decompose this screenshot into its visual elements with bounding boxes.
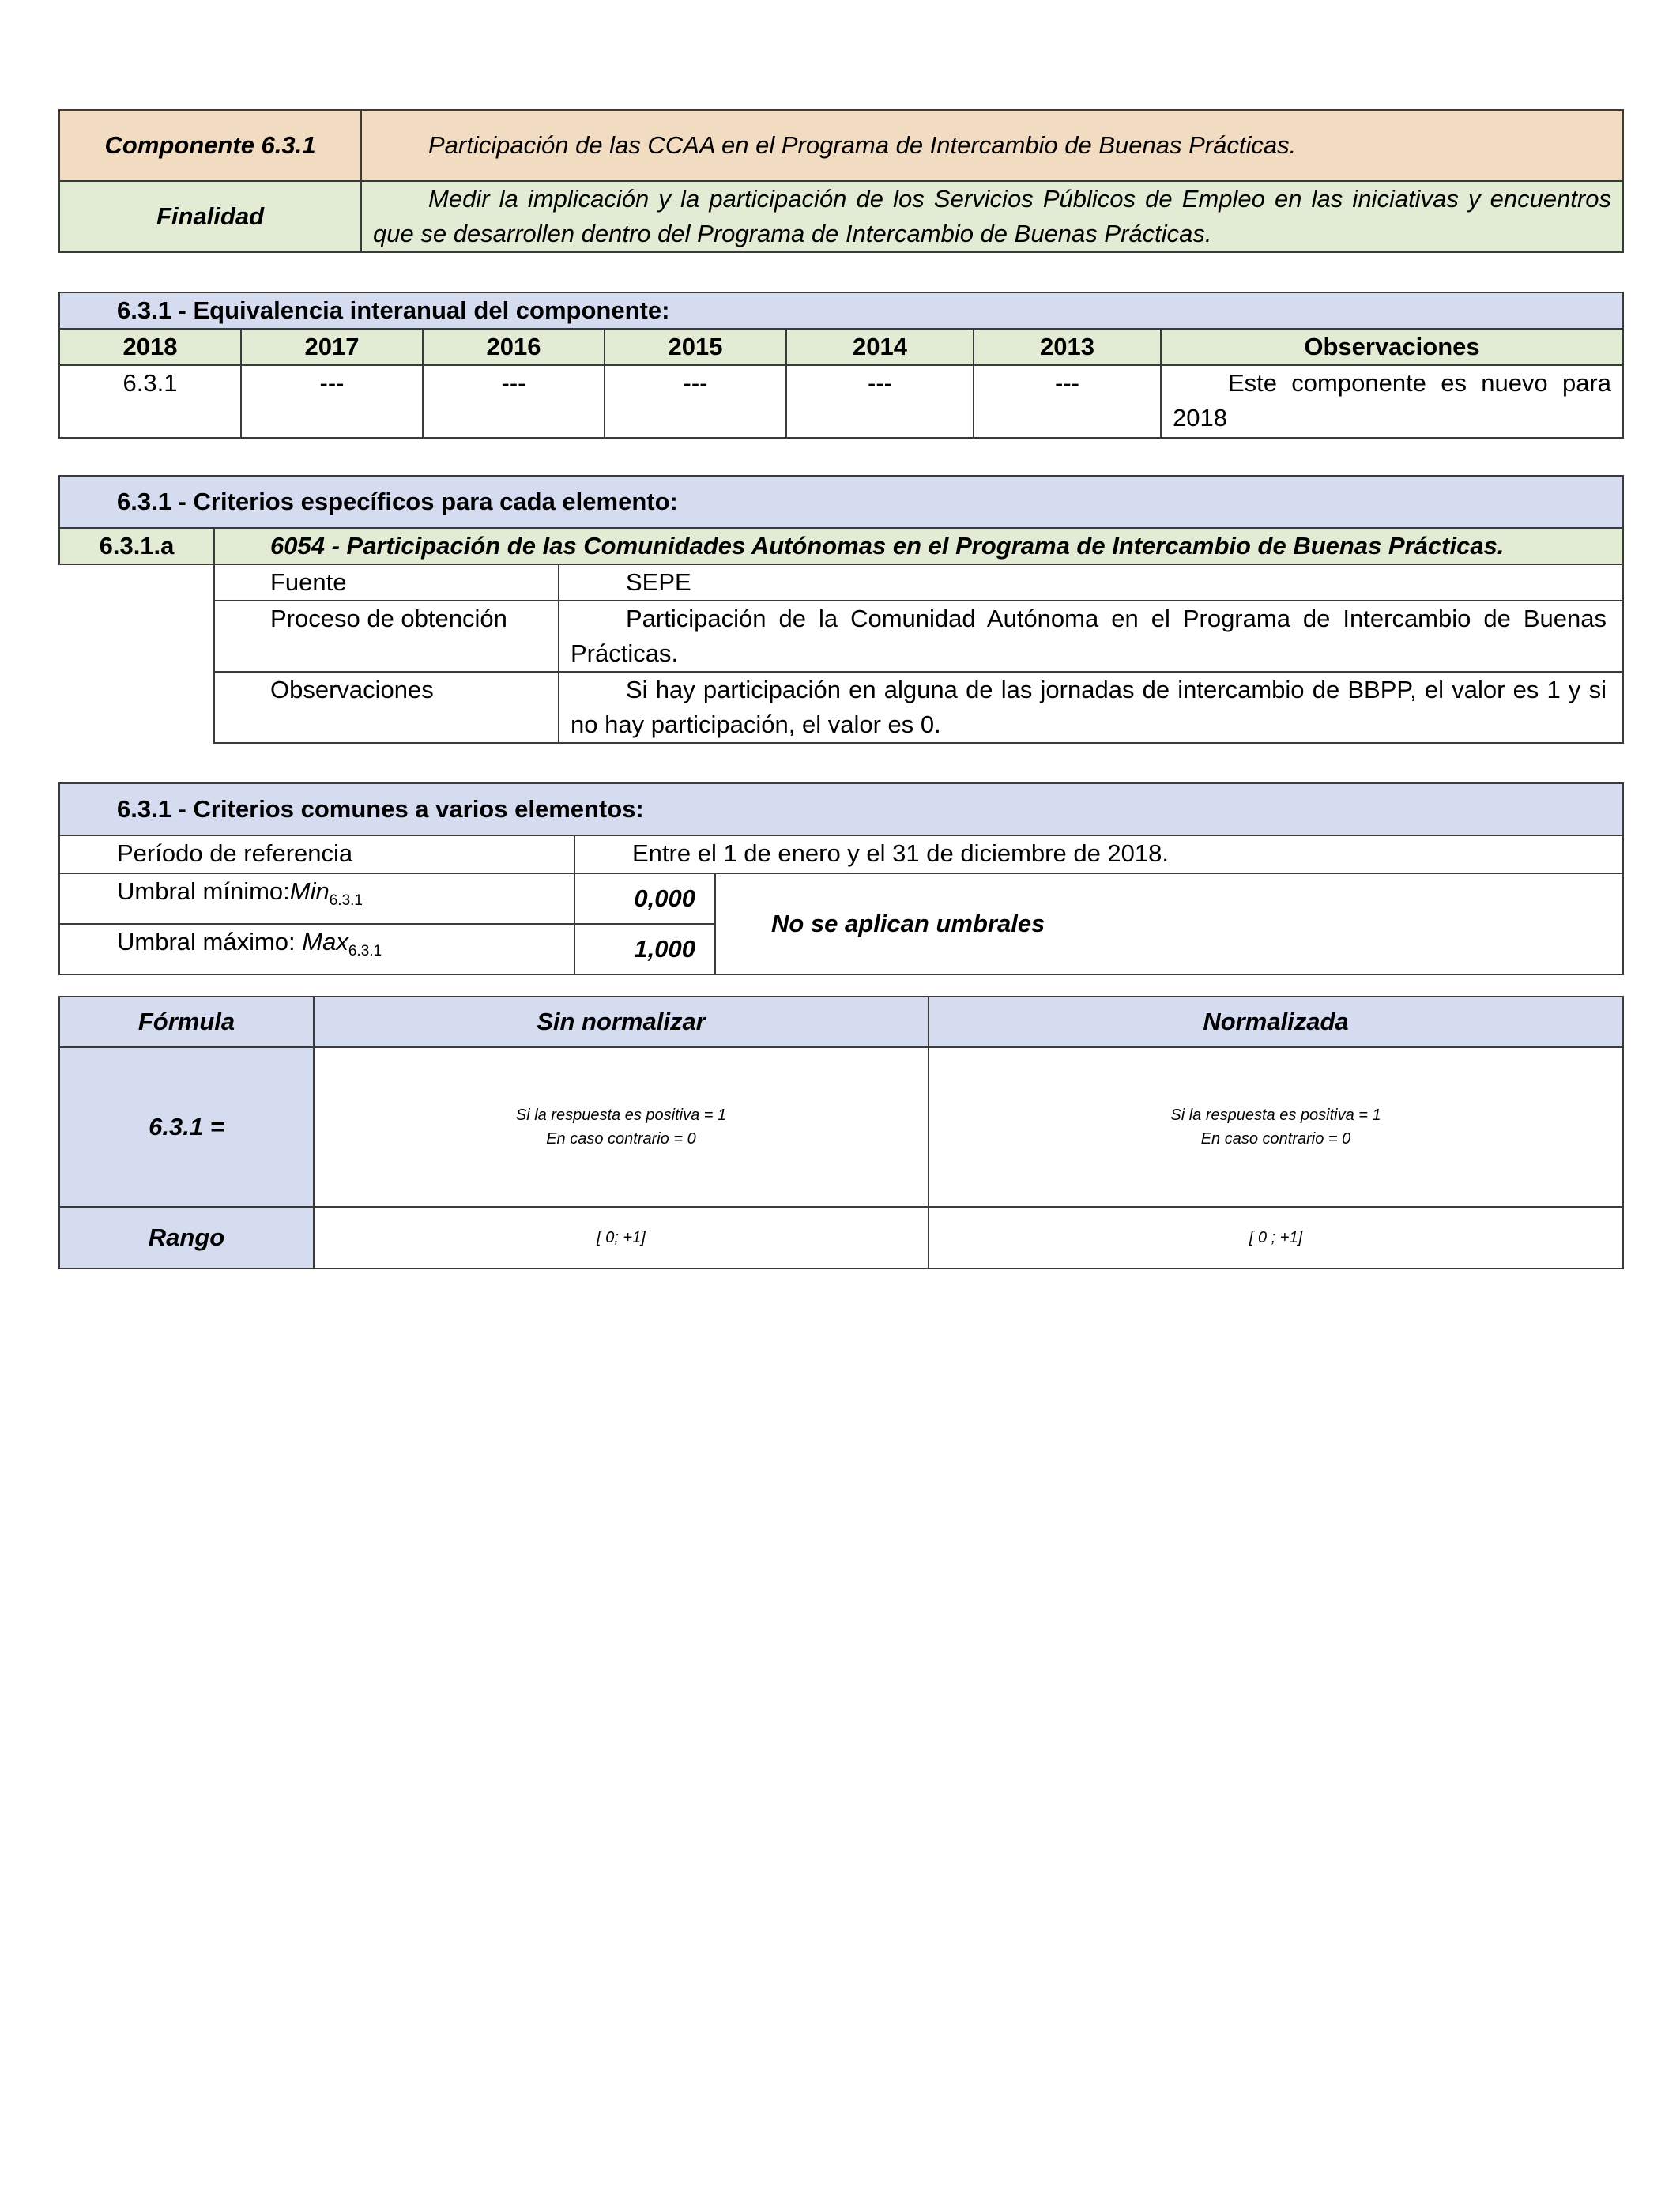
table-cell: --- (241, 365, 423, 438)
criteria-value: SEPE (559, 564, 1623, 601)
specific-criteria-table (58, 475, 1624, 744)
table-cell: --- (786, 365, 974, 438)
range-label: Rango (59, 1207, 314, 1269)
normalized-formula-line: En caso contrario = 0 (1200, 1130, 1351, 1148)
max-threshold-label (59, 924, 574, 974)
min-threshold-label (59, 873, 574, 924)
element-code: 6.3.1.a (59, 528, 214, 564)
col-header: Observaciones (1161, 329, 1623, 365)
component-label: Componente 6.3.1 (59, 110, 361, 181)
col-header: 2014 (786, 329, 974, 365)
col-header: 2013 (974, 329, 1161, 365)
normalized-header: Normalizada (929, 997, 1623, 1047)
normalized-formula (929, 1047, 1623, 1207)
raw-header: Sin normalizar (314, 997, 929, 1047)
component-title: Participación de las CCAA en el Programa de Intercambio de Buenas Prácticas. (361, 110, 1623, 181)
max-threshold-value: 1,000 (574, 924, 715, 974)
min-label-text: Umbral mínimo: (117, 877, 290, 905)
criteria-key: Observaciones (214, 672, 559, 743)
range-raw: [ 0; +1] (314, 1207, 929, 1269)
col-header: 2018 (59, 329, 241, 365)
normalized-formula-line: Si la respuesta es positiva = 1 (1170, 1106, 1381, 1124)
col-header: 2015 (605, 329, 786, 365)
criteria-key: Fuente (214, 564, 559, 601)
table-cell: --- (423, 365, 605, 438)
no-threshold-note: No se aplican umbrales (715, 873, 1623, 974)
table-cell: --- (605, 365, 786, 438)
equivalence-heading: 6.3.1 - Equivalencia interanual del componente: (59, 292, 1623, 329)
max-sub: 6.3.1 (348, 943, 382, 960)
criteria-key: Proceso de obtención (214, 601, 559, 672)
raw-formula-line: Si la respuesta es positiva = 1 (515, 1106, 727, 1124)
observations-cell: Este componente es nuevo para 2018 (1161, 365, 1623, 438)
purpose-text: Medir la implicación y la participación de los Servicios Públicos de Empleo en las iniciativas y encuentros que se desarrollen dentro del Programa de Intercambio de Buenas Prácticas. (361, 181, 1623, 252)
component-table (58, 109, 1624, 253)
formula-header: Fórmula (59, 997, 314, 1047)
specific-heading: 6.3.1 - Criterios específicos para cada elemento: (59, 476, 1623, 528)
table-cell: 6.3.1 (59, 365, 241, 438)
criteria-value: Participación de la Comunidad Autónoma en el Programa de Intercambio de Buenas Prácticas. (559, 601, 1623, 672)
min-sub: 6.3.1 (329, 892, 363, 910)
purpose-label: Finalidad (59, 181, 361, 252)
max-label-text: Umbral máximo: (117, 928, 303, 956)
col-header: 2017 (241, 329, 423, 365)
raw-formula-line: En caso contrario = 0 (546, 1130, 696, 1148)
period-value: Entre el 1 de enero y el 31 de diciembre de 2018. (574, 835, 1623, 873)
criteria-value: Si hay participación en alguna de las jornadas de intercambio de BBPP, el valor es 1 y si no hay participación, el valor es 0. (559, 672, 1623, 743)
period-label: Período de referencia (59, 835, 574, 873)
equivalence-table (58, 292, 1624, 439)
min-var: Min (289, 877, 330, 905)
formula-table (58, 996, 1624, 1269)
common-heading: 6.3.1 - Criterios comunes a varios elementos: (59, 783, 1623, 835)
col-header: 2016 (423, 329, 605, 365)
table-cell: --- (974, 365, 1161, 438)
raw-formula (314, 1047, 929, 1207)
common-criteria-table (58, 782, 1624, 975)
min-threshold-value: 0,000 (574, 873, 715, 924)
spacer (59, 564, 214, 743)
range-normalized: [ 0 ; +1] (929, 1207, 1623, 1269)
max-var: Max (302, 928, 348, 956)
formula-label: 6.3.1 = (59, 1047, 314, 1207)
element-title: 6054 - Participación de las Comunidades Autónomas en el Programa de Intercambio de Buenas Prácticas. (214, 528, 1623, 564)
